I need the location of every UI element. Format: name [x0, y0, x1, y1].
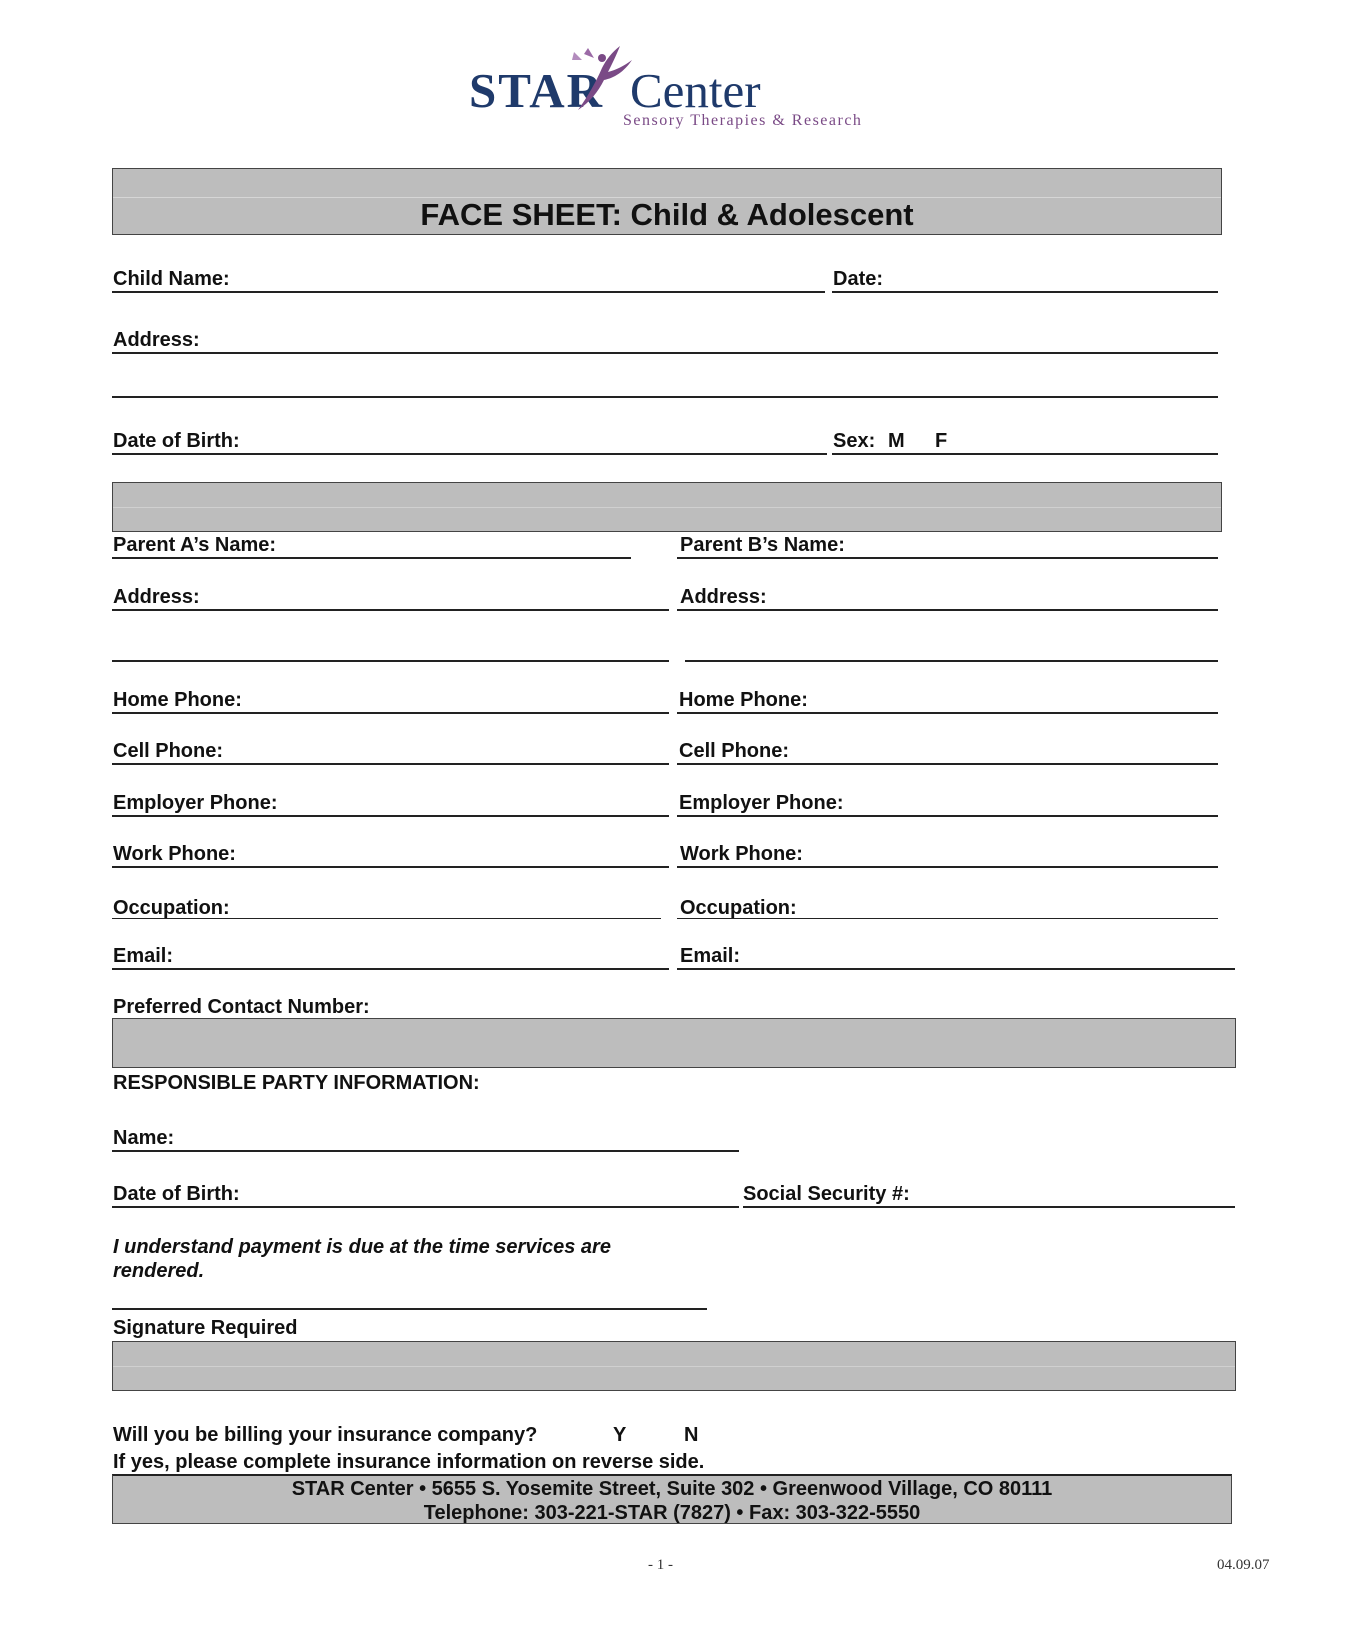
insurance-question: Will you be billing your insurance company? [113, 1424, 538, 1446]
parent-a-cell-phone-label: Cell Phone: [113, 740, 224, 762]
parent-a-employer-phone-label: Employer Phone: [113, 792, 278, 814]
signature-band [112, 1341, 1236, 1391]
page-title: FACE SHEET: Child & Adolescent [420, 197, 914, 232]
revision-date: 04.09.07 [1217, 1557, 1270, 1573]
parent-b-name-label: Parent B’s Name: [680, 534, 845, 556]
logo-center-text: Center [630, 63, 761, 118]
parent-b-address-field[interactable] [677, 609, 1218, 611]
payment-note-line2: rendered. [113, 1260, 205, 1282]
parent-b-cell-phone-label: Cell Phone: [679, 740, 790, 762]
parent-a-occupation-field[interactable] [112, 918, 661, 919]
section-divider-band [112, 482, 1222, 532]
title-band [112, 168, 1222, 235]
parent-b-occupation-field[interactable] [677, 918, 1218, 919]
parent-a-address-label: Address: [113, 586, 200, 608]
footer-band [112, 1474, 1232, 1524]
child-dob-label: Date of Birth: [113, 430, 240, 452]
preferred-contact-band [112, 1018, 1236, 1068]
signature-label: Signature Required [113, 1317, 298, 1339]
ssn-label: Social Security #: [743, 1183, 910, 1205]
parent-a-employer-phone-field[interactable] [112, 815, 669, 817]
parent-b-home-phone-label: Home Phone: [679, 689, 808, 711]
child-address-field[interactable] [112, 352, 1218, 354]
sex-option-m[interactable]: M [888, 430, 905, 452]
parent-a-work-phone-field[interactable] [112, 866, 669, 868]
parent-b-employer-phone-field[interactable] [677, 815, 1218, 817]
parent-a-name-label: Parent A’s Name: [113, 534, 277, 556]
parent-b-work-phone-label: Work Phone: [680, 843, 803, 865]
parent-a-work-phone-label: Work Phone: [113, 843, 236, 865]
parent-a-name-field[interactable] [112, 557, 631, 559]
responsible-heading: RESPONSIBLE PARTY INFORMATION: [113, 1072, 480, 1094]
footer-address: STAR Center • 5655 S. Yosemite Street, Suite 302 • Greenwood Village, CO 80111 [291, 1478, 1053, 1500]
preferred-contact-label: Preferred Contact Number: [113, 996, 370, 1018]
parent-b-occupation-label: Occupation: [680, 897, 797, 919]
signature-field[interactable] [112, 1308, 707, 1310]
parent-a-email-label: Email: [113, 945, 174, 967]
child-dob-field[interactable] [112, 453, 827, 455]
child-address-label: Address: [113, 329, 200, 351]
responsible-name-label: Name: [113, 1127, 175, 1149]
child-address-field-line2[interactable] [112, 396, 1218, 398]
parent-b-email-label: Email: [680, 945, 741, 967]
parent-b-email-field[interactable] [677, 968, 1235, 970]
responsible-dob-label: Date of Birth: [113, 1183, 240, 1205]
parent-b-home-phone-field[interactable] [677, 712, 1218, 714]
logo-tagline: Sensory Therapies & Research [623, 112, 863, 129]
child-name-field[interactable] [112, 291, 825, 293]
parent-b-cell-phone-field[interactable] [677, 763, 1218, 765]
responsible-dob-field[interactable] [112, 1206, 739, 1208]
parent-a-email-field[interactable] [112, 968, 669, 970]
sex-option-f[interactable]: F [935, 430, 948, 452]
logo-star-text: STAR [469, 63, 605, 118]
parent-b-address-label: Address: [680, 586, 767, 608]
parent-b-address-field-line2[interactable] [685, 660, 1218, 662]
parent-a-home-phone-field[interactable] [112, 712, 669, 714]
sex-field[interactable] [832, 453, 1218, 455]
date-field[interactable] [832, 291, 1218, 293]
responsible-name-field[interactable] [112, 1150, 739, 1152]
parent-a-home-phone-label: Home Phone: [113, 689, 242, 711]
insurance-no-option[interactable]: N [684, 1424, 699, 1446]
parent-a-occupation-label: Occupation: [113, 897, 230, 919]
parent-b-employer-phone-label: Employer Phone: [679, 792, 844, 814]
parent-a-cell-phone-field[interactable] [112, 763, 669, 765]
dancing-figure-icon [558, 38, 638, 118]
page-number: - 1 - [648, 1557, 673, 1573]
parent-a-address-field-line2[interactable] [112, 660, 669, 662]
ssn-field[interactable] [743, 1206, 1235, 1208]
parent-a-address-field[interactable] [112, 609, 669, 611]
child-name-label: Child Name: [113, 268, 230, 290]
payment-note-line1: I understand payment is due at the time services are [113, 1236, 611, 1258]
sex-label: Sex: [833, 430, 876, 452]
footer-phone: Telephone: 303-221-STAR (7827) • Fax: 303-322-5550 [423, 1502, 921, 1524]
parent-b-name-field[interactable] [677, 557, 1218, 559]
parent-b-work-phone-field[interactable] [677, 866, 1218, 868]
insurance-note: If yes, please complete insurance information on reverse side. [113, 1451, 705, 1473]
date-label: Date: [833, 268, 884, 290]
insurance-yes-option[interactable]: Y [613, 1424, 627, 1446]
